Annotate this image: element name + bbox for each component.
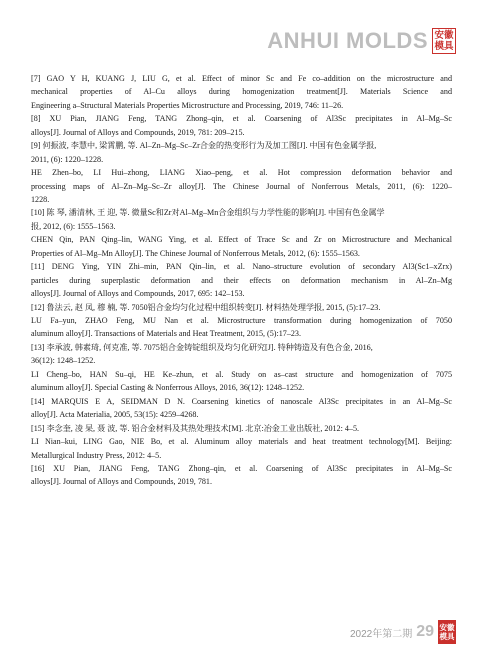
reference-line: Metallurgical Industry Press, 2012: 4–5. <box>31 450 162 460</box>
reference-line: mechanical properties of Al–Cu alloys during homogenization treatment[J]. Materials Science and <box>31 87 452 97</box>
reference-line: LU Fa–yun, ZHAO Feng, MU Nan et al. Microstructure transformation during homogenization of 7050 <box>31 316 452 326</box>
reference-list <box>31 72 452 489</box>
reference-line: processing maps of Al–Zn–Mg–Sc–Zr alloy[J]. The Chinese Journal of Nonferrous Metals, 2011, (6): 1220– <box>31 181 452 191</box>
journal-logo-text: ANHUI MOLDS <box>267 28 428 53</box>
footer-badge-line1: 安徽 <box>439 623 455 632</box>
reference-line: HE Zhen–bo, LI Hui–zhong, LIANG Xiao–peng, et al. Hot compression deformation behavior and <box>31 168 452 178</box>
reference-line: 2011, (6): 1220–1228. <box>31 154 104 164</box>
footer-badge-line2: 模具 <box>439 632 455 641</box>
reference-line: [10] 陈 琴, 潘清林, 王 迎, 等. 微量Sc和Zr对Al–Mg–Mn合金组织与力学性能的影响[J]. 中国有色金属学 <box>31 208 385 218</box>
reference-line: CHEN Qin, PAN Qing–lin, WANG Ying, et al. Effect of Trace Sc and Zr on Microstructure and Mechanical <box>31 235 452 245</box>
page-footer <box>350 620 456 644</box>
journal-badge-line2: 模具 <box>434 41 454 52</box>
reference-line: particles during superplastic deformation and their effects on deformation mechanism in Al–Zn–Mg <box>31 275 452 285</box>
reference-line: [11] DENG Ying, YIN Zhi–min, PAN Qin–lin, et al. Nano–structure evolution of secondary Al3(Sc1–xZrx) <box>31 262 452 272</box>
reference-line: [16] XU Pian, JIANG Feng, TANG Zhong–qin, et al. Coarsening of Al3Sc precipitates in Al–Mg–Sc <box>31 463 452 473</box>
journal-badge <box>432 28 456 54</box>
reference-line: 1228. <box>31 195 50 204</box>
reference-line: alloys[J]. Journal of Alloys and Compounds, 2017, 695: 142–153. <box>31 289 245 299</box>
reference-line: alloys[J]. Journal of Alloys and Compounds, 2019, 781. <box>31 477 212 487</box>
issue-label: 2022年第二期 <box>349 628 413 640</box>
reference-line: [12] 鲁法云, 赵 凤, 穆 楠, 等. 7050铝合金均匀化过程中组织转变[J]. 材料热处理学报, 2015, (5):17–23. <box>31 302 381 312</box>
reference-line: LI Nian–kui, LING Gao, NIE Bo, et al. Aluminum alloy materials and heat treatment technology[M]. Beijing: <box>31 437 452 447</box>
reference-line: [14] MARQUIS E A, SEIDMAN D N. Coarsening kinetics of nanoscale Al3Sc precipitates in an Al–Mg–Sc <box>31 396 452 406</box>
reference-line: 36(12): 1248–1252. <box>31 356 96 366</box>
journal-badge-line1: 安徽 <box>434 30 454 41</box>
reference-line: [13] 李承波, 韩素琦, 何克准, 等. 7075铝合金铸锭组织及均匀化研究[J]. 特种铸造及有色合金, 2016, <box>31 342 373 352</box>
reference-line: [15] 李念奎, 凌 杲, 聂 波, 等. 铝合金材料及其热处理技术[M]. 北京:冶金工业出版社, 2012: 4–5. <box>31 423 360 433</box>
page-number: 29 <box>416 623 434 640</box>
reference-line: alloys[J]. Journal of Alloys and Compounds, 2019, 781: 209–215. <box>31 127 245 137</box>
reference-line: 报, 2012, (6): 1555–1563. <box>31 221 116 231</box>
footer-badge <box>438 620 456 644</box>
reference-line: alloy[J]. Acta Materialia, 2005, 53(15): 4259–4268. <box>31 410 199 420</box>
header-logo <box>267 28 456 54</box>
reference-line: aluminum alloy[J]. Special Casting & Nonferrous Alloys, 2016, 36(12): 1248–1252. <box>31 383 305 393</box>
reference-line: Properties of Al–Mg–Mn Alloy[J]. The Chinese Journal of Nonferrous Metals, 2012, (6): 1555–1563. <box>31 248 360 258</box>
reference-line: [9] 何振波, 李慧中, 梁霄鹏, 等. Al–Zn–Mg–Sc–Zr合金的热变形行为及加工图[J]. 中国有色金属学报, <box>31 141 377 151</box>
reference-line: aluminum alloy[J]. Transactions of Materials and Heat Treatment, 2015, (5):17–23. <box>31 329 301 339</box>
reference-line: LI Cheng–bo, HAN Su–qi, HE Ke–zhun, et al. Study on as–cast structure and homogenization of 7075 <box>31 369 452 379</box>
reference-line: [8] XU Pian, JIANG Feng, TANG Zhong–qin, et al. Coarsening of Al3Sc precipitates in Al–Mg–Sc <box>31 114 452 124</box>
reference-line: [7] GAO Y H, KUANG J, LIU G, et al. Effect of minor Sc and Fe co–addition on the microstructure and <box>31 74 452 83</box>
reference-line: Engineering a–Structural Materials Properties Microstructure and Processing, 2019, 746: 11–26. <box>31 100 344 110</box>
